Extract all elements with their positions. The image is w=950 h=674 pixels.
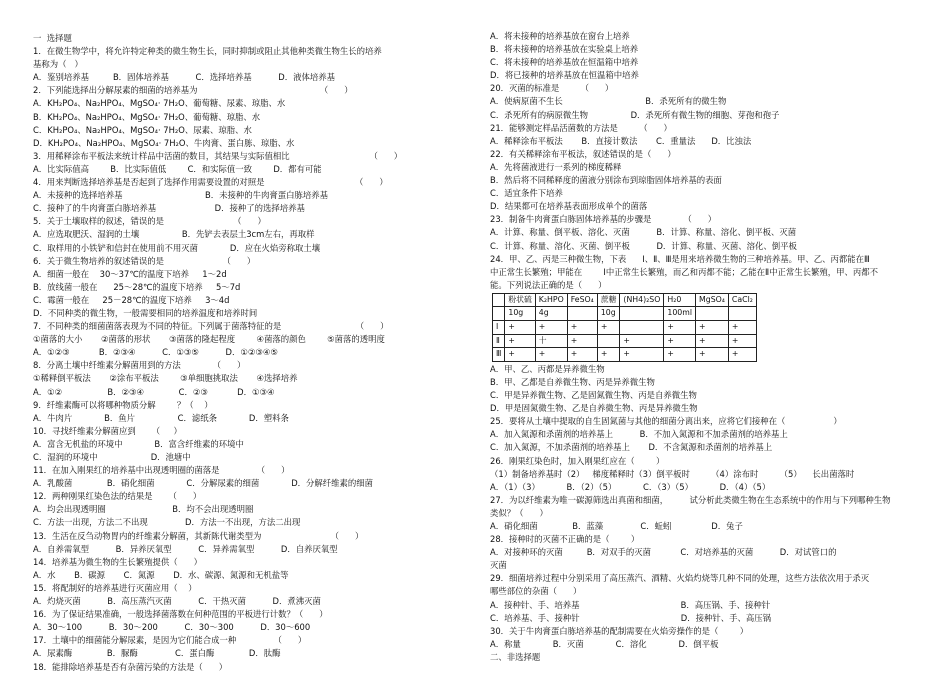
text-line: D．KH₂PO₄、Na₂HPO₄、MgSO₄· 7H₂O、牛肉膏、蛋白胨、琼脂、水	[33, 137, 295, 148]
text-line: 29．细菌培养过程中分别采用了高压蒸汽、酒精、火焰灼烧等几种不同的处理，这些方法依次用于杀灭	[490, 573, 870, 584]
text-line: C．湿润的环境中 D．池塘中	[33, 452, 191, 462]
table-cell	[696, 307, 729, 321]
text-line: B．KH₂PO₄、Na₂HPO₄、MgSO₄· 7H₂O、葡萄糖、琼脂、水	[33, 111, 261, 122]
right-column-bottom	[490, 363, 920, 664]
table-cell: +	[728, 348, 756, 362]
table-cell: +	[597, 321, 620, 335]
text-line: 哪些部位的杂菌（ ）	[490, 586, 582, 597]
table-cell	[620, 321, 664, 335]
text-line: A．应选取肥沃、湿润的土壤 B．先铲去表层土3cm左右，再取样	[33, 229, 315, 240]
text-line: 灭菌	[490, 560, 507, 571]
table-cell: +	[567, 321, 597, 335]
table-cell: +	[664, 321, 696, 335]
table-cell: 10g	[597, 307, 620, 321]
text-line: 能。下列说法正确的是（ ）	[490, 279, 607, 290]
text-line: A．①②③ B．②③④ C．①③⑤ D．①②③④⑤	[33, 347, 278, 358]
table-cell: 10g	[505, 307, 535, 321]
table-cell: +	[535, 348, 567, 362]
table-cell: 蔗糖	[597, 293, 620, 307]
table-row	[493, 321, 757, 335]
table-cell: +	[728, 321, 756, 335]
text-line: C．接种了的牛肉膏蛋白胨培养基 D．接种了的选择培养基	[33, 203, 305, 214]
text-line: A．鉴别培养基 B．固体培养基 C．选择培养基 D．液体培养基	[33, 72, 335, 83]
text-line: 13．生活在反刍动物胃内的纤维素分解菌，其新陈代谢类型为 （ ）	[33, 530, 364, 541]
table-cell: CaCl₂	[728, 293, 756, 307]
text-line: C．方法一出现，方法二不出现 D．方法一不出现，方法二出现	[33, 517, 301, 528]
table-cell: Ⅱ	[493, 334, 505, 348]
media-table	[492, 293, 757, 362]
text-line: C．将未接种的培养基放在恒温箱中培养	[490, 57, 639, 68]
table-cell: +	[696, 334, 729, 348]
text-line: 24．甲、乙、丙是三种微生物，下表 Ⅰ、Ⅱ、Ⅲ是用来培养微生物的三种培养基。甲、乙、丙都能在Ⅲ	[490, 253, 870, 264]
table-cell: +	[696, 348, 729, 362]
text-line: A．加入氮源和杀菌剂的培养基上 B．不加入氮源和不加杀菌剂的培养基上	[490, 429, 788, 440]
table-cell: Ⅲ	[493, 348, 505, 362]
text-line: A．未接种的选择培养基 B．未接种的牛肉膏蛋白胨培养基	[33, 190, 329, 201]
table-cell: (NH4)₂SO	[620, 293, 664, 307]
text-line: 21．能够测定样品活菌数的方法是 （ ）	[490, 122, 672, 133]
right-column	[490, 30, 920, 664]
text-line: 10．寻找纤维素分解菌应到 （ ）	[33, 425, 182, 436]
text-line: A．稀释涂布平板法 B．直接计数法 C．重量法 D．比浊法	[490, 135, 752, 146]
text-line: 9．纤维素酶可以将哪种物质分解 ？（ ）	[33, 399, 213, 410]
table-cell: +	[505, 321, 535, 335]
text-line: D．不同种类的微生物，一般需要相同的培养温度和培养时间	[33, 307, 258, 318]
text-line: C．霉菌一般在 25－28℃的温度下培养 3～4d	[33, 294, 230, 305]
text-line: A．牛肉片 B．鱼片 C．滤纸条 D．塑料条	[33, 412, 289, 423]
text-line: 27．为以纤维素为唯一碳源筛选出真菌和细菌， 试分析此类微生物在生态系统中的作用与下列哪种生物	[490, 494, 891, 505]
text-line: C．甲是异养微生物、乙是固氮微生物、丙是自养微生物	[490, 390, 697, 401]
text-line: A．30～100 B．30～200 C．30～300 D．30～600	[33, 622, 311, 633]
table-cell: +	[505, 334, 535, 348]
text-line: 11．在加入刚果红的培养基中出现透明圈的菌落是 （ ）	[33, 465, 290, 476]
text-line: C．加入氮源，不加杀菌剂的培养基上 D．不含氮源和杀菌剂的培养基上	[490, 442, 773, 453]
right-column-top	[490, 30, 920, 292]
table-cell: +	[597, 348, 620, 362]
table-cell: +	[620, 334, 664, 348]
text-line: 3．用稀释涂布平板法来统计样品中活菌的数目，其结果与实际值相比 （ ）	[33, 150, 403, 161]
text-line: A．水 B．碳源 C．氮源 D．水、碳源、氮源和无机盐等	[33, 569, 289, 580]
table-cell: +	[535, 321, 567, 335]
text-line: A．称量 B．灭菌 C．溶化 D．倒平板	[490, 638, 719, 649]
text-line: 30．关于牛肉膏蛋白胨培养基的配制需要在火焰旁操作的是（ ）	[490, 625, 749, 636]
table-row	[493, 348, 757, 362]
text-line: A．均会出现透明圈 B．均不会出现透明圈	[33, 504, 254, 515]
table-cell: 100ml	[664, 307, 696, 321]
table-cell	[620, 307, 664, 321]
text-line: 5．关于土壤取样的叙述，错误的是 （ ）	[33, 216, 266, 227]
text-line: ①菌落的大小 ②菌落的形状 ③菌落的隆起程度 ④菌落的颜色 ⑤菌落的透明度	[33, 334, 385, 345]
text-line: 4．用来判断选择培养基是否起到了选择作用需要设置的对照是 （ ）	[33, 177, 388, 188]
text-line: 18．能排除培养基是否有杂菌污染的方法是（ ）	[33, 661, 228, 672]
table-cell: +	[664, 334, 696, 348]
text-line: 7．不同种类的细菌菌落表现为不同的特征。下列属于菌落特征的是 （ ）	[33, 321, 389, 332]
table-cell: H₂0	[664, 293, 696, 307]
text-line: 类似？（ ）	[490, 507, 548, 518]
text-line: C．培养基、手、接种针 D．接种针、手、高压锅	[490, 612, 771, 623]
text-line: A．使病原菌不生长 B．杀死所有的微生物	[490, 96, 727, 107]
table-cell	[493, 307, 505, 321]
text-line: B．放线菌一般在 25～28℃的温度下培养 5～7d	[33, 281, 241, 292]
text-line: 8．分离土壤中纤维素分解菌用到的方法 （ ）	[33, 360, 246, 371]
table-header-row	[493, 293, 757, 307]
text-line: A．比实际值高 B．比实际值低 C．和实际值一致 D．都有可能	[33, 163, 322, 174]
text-line: 22．有关稀释涂布平板法，叙述错误的是（ ）	[490, 148, 676, 159]
text-line: A．自养需氧型 B．异养厌氧型 C．异养需氧型 D．自养厌氧型	[33, 543, 338, 554]
text-line: C．杀死所有的病原微生物 D．杀死所有微生物的细胞、芽孢和孢子	[490, 109, 780, 120]
text-line: B．然后将不同稀释度的菌液分别涂布到琼脂固体培养基的表面	[490, 175, 722, 186]
table-cell	[567, 307, 597, 321]
table-cell: +	[505, 348, 535, 362]
table-header-row	[493, 307, 757, 321]
left-column	[33, 32, 453, 674]
table-row	[493, 334, 757, 348]
text-line: D．将已接种的培养基放在恒温箱中培养	[490, 70, 639, 81]
table-cell: Ⅰ	[493, 321, 505, 335]
text-line: B．将未接种的培养基放在实验桌上培养	[490, 44, 639, 55]
text-line: 一 选择题	[33, 33, 72, 43]
text-line: A．先将菌液进行一系列的梯度稀释	[490, 161, 622, 172]
text-line: B．甲、乙都是自养微生物、丙是异养微生物	[490, 376, 655, 387]
table-cell: +	[664, 348, 696, 362]
table-cell: K₂HPO	[535, 293, 567, 307]
text-line: D．甲是固氮微生物、乙是自养微生物、丙是异养微生物	[490, 403, 698, 414]
table-cell: 4g	[535, 307, 567, 321]
text-line: 17．土壤中的细菌能分解尿素，是因为它们能合成一种 （ ）	[33, 635, 307, 646]
text-line: 20．灭菌的标准是 （ ）	[490, 83, 614, 94]
text-line: （1）制备培养基时（2） 梯度稀释时（3）倒平板时 （4）涂布时 （5） 长出菌落时	[490, 468, 855, 479]
text-line: 25．要将从土壤中提取的自生固氮菌与其他的细菌分离出来，应将它们接种在（ ）	[490, 416, 842, 427]
table-cell: +	[728, 334, 756, 348]
table-cell	[728, 307, 756, 321]
table-cell	[493, 293, 505, 307]
text-line: A．将未接种的培养基放在窗台上培养	[490, 31, 630, 41]
text-line: A．接种针、手、培养基 B．高压锅、手、接种针	[490, 599, 771, 610]
text-line: A．富含无机盐的环境中 B．富含纤维素的环境中	[33, 438, 244, 449]
text-line: 1．在微生物学中，将允许特定种类的微生物生长，同时抑制或阻止其他种类微生物生长的培养	[33, 46, 382, 57]
text-line: C．适宜条件下培养	[490, 188, 563, 199]
text-line: A．甲、乙、丙都是异养微生物	[490, 363, 605, 374]
text-line: A．乳酸菌 B．硝化细菌 C．分解尿素的细菌 D．分解纤维素的细菌	[33, 478, 374, 489]
text-line: C．取样用的小铁铲和信封在使用前不用灭菌 D．应在火焰旁称取土壤	[33, 242, 321, 253]
text-line: 28．接种时的灭菌不正确的是（ ）	[490, 534, 640, 545]
text-line: 二、非选择题	[490, 651, 541, 662]
text-line: A．①② B．②③④ C．②③ D．①③④	[33, 386, 275, 397]
text-line: 16．为了保证结果准确，一般选择菌落数在何种范围的平板进行计数？（ ）	[33, 609, 328, 620]
text-line: A．细菌一般在 30～37℃的温度下培养 1～2d	[33, 268, 227, 279]
table-cell: 粉状硫	[505, 293, 535, 307]
table-cell: +	[620, 348, 664, 362]
text-line: 14．培养基为微生物的生长繁殖提供（ ）	[33, 556, 203, 567]
text-line: D．结果都可在培养基表面形成单个的菌落	[490, 201, 648, 212]
text-line: ①稀释倒平板法 ②涂布平板法 ③单细胞挑取法 ④选择培养	[33, 373, 298, 384]
table-cell: 十	[535, 334, 567, 348]
table-cell: MgSO₄	[696, 293, 729, 307]
text-line: 23．制备牛肉膏蛋白胨固体培养基的步骤是 （ ）	[490, 214, 717, 225]
text-line: 中正常生长繁殖；甲能在 Ⅰ中正常生长繁殖，而乙和丙都不能；乙能在Ⅱ中正常生长繁殖，甲、丙都不	[490, 266, 879, 277]
text-line: 基称为（ ）	[33, 59, 83, 70]
text-line: 2．下列能选择出分解尿素的细菌的培养基为 （ ）	[33, 85, 353, 96]
text-line: 6．关于微生物培养的叙述错误的是 （ ）	[33, 255, 256, 266]
text-line: A．对接种环的灭菌 B．对双手的灭菌 C．对培养基的灭菌 D．对试管口的	[490, 547, 837, 558]
table-cell: +	[567, 334, 597, 348]
text-line: C．计算、称量、溶化、灭菌、倒平板 D．计算、称量、灭菌、溶化、倒平板	[490, 240, 797, 251]
table-cell	[597, 334, 620, 348]
text-line: 12．两种刚果红染色法的结果是 （ ）	[33, 491, 202, 502]
table-cell: FeSO₄	[567, 293, 597, 307]
text-line: A．计算、称量、倒平板、溶化、灭菌 B．计算、称量、溶化、倒平板、灭菌	[490, 227, 797, 238]
text-line: 26．刚果红染色时，加入刚果红应在（ ）	[490, 455, 665, 466]
text-line: A．灼烧灭菌 B．高压蒸汽灭菌 C．干热灭菌 D．煮沸灭菌	[33, 596, 321, 607]
table-cell: +	[567, 348, 597, 362]
text-line: A．KH₂PO₄、Na₂HPO₄、MgSO₄· 7H₂O、葡萄糖、尿素、琼脂、水	[33, 98, 286, 109]
text-line: A．尿素酶 B．脲酶 C．蛋白酶 D．肽酶	[33, 648, 281, 659]
text-line: A．（1）（3） B．（2）（5） C．（3）（5） D．（4）（5）	[490, 481, 771, 492]
table-cell: +	[696, 321, 729, 335]
text-line: C．KH₂PO₄、Na₂HPO₄、MgSO₄· 7H₂O、尿素、琼脂、水	[33, 124, 252, 135]
text-line: 15．将配制好的培养基进行灭菌应用（ ）	[33, 582, 197, 593]
text-line: A．硝化细菌 B．蓝藻 C．蚯蚓 D．兔子	[490, 520, 743, 531]
